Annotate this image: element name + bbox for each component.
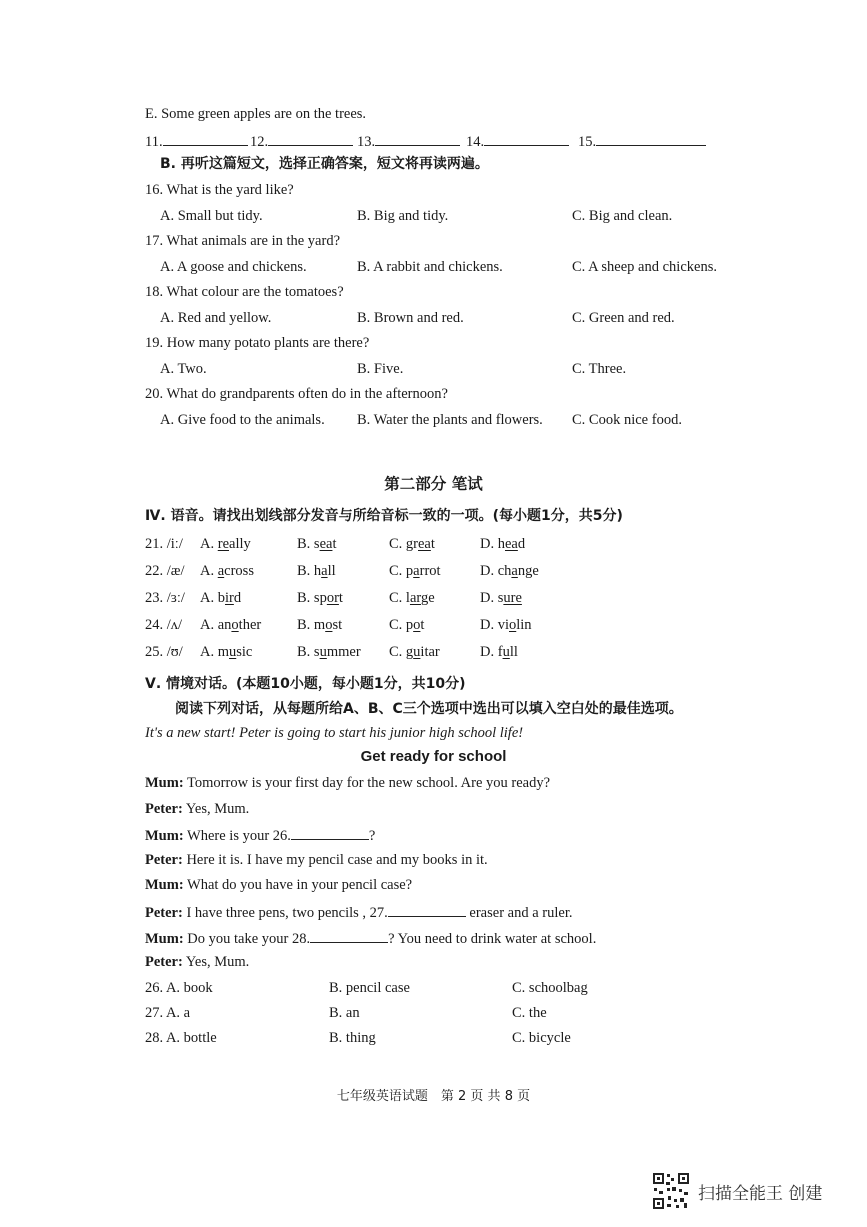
choice-option: 28. A. bottle	[145, 1030, 217, 1046]
part-two-title: 第二部分 笔试	[384, 475, 483, 493]
phonetic-symbol: 23. /ɜː/	[145, 590, 185, 606]
option-suffix: mmer	[326, 644, 361, 660]
question-text: 18. What colour are the tomatoes?	[145, 284, 344, 300]
underlined-sound: a	[413, 563, 420, 579]
underlined-sound: ea	[319, 536, 333, 552]
underlined-sound: o	[413, 617, 421, 633]
option-suffix: lin	[516, 617, 532, 633]
dialogue-text: Tomorrow is your first day for the new school. Are you ready?	[183, 775, 551, 791]
answer-option: A. A goose and chickens.	[160, 259, 307, 275]
dialogue-text: ?	[368, 828, 376, 845]
phonetic-option	[200, 535, 251, 553]
dialogue-line	[145, 851, 488, 869]
phonetic-symbol: 21. /iː/	[145, 536, 183, 552]
blank-line	[163, 131, 248, 146]
choice-option: 27. A. a	[145, 1005, 191, 1021]
answer-option: B. Big and tidy.	[357, 208, 449, 224]
phonetic-option	[480, 562, 539, 580]
underlined-sound: a	[321, 563, 328, 579]
option-suffix: d	[517, 536, 526, 552]
phonetic-option	[389, 535, 435, 553]
answer-option: B. Water the plants and flowers.	[357, 412, 543, 428]
phonetic-symbol: 25. /ʊ/	[145, 644, 183, 660]
answer-number: 15.	[578, 134, 597, 150]
question-text: 20. What do grandparents often do in the afternoon?	[145, 386, 448, 402]
part-b-instruction: B. 再听这篇短文，选择正确答案，短文将再读两遍。	[160, 156, 489, 172]
dialogue-line	[145, 902, 572, 922]
phonetic-option	[200, 562, 254, 580]
option-prefix: A. an	[200, 617, 232, 633]
answer-option: B. Five.	[357, 361, 404, 377]
phonetic-option	[297, 616, 342, 634]
phonetic-symbol: 22. /æ/	[145, 563, 185, 579]
blank-line	[268, 131, 353, 146]
answer-option: A. Red and yellow.	[160, 310, 272, 326]
underlined-sound: u	[319, 644, 327, 660]
option-prefix: D. f	[480, 644, 503, 660]
page-footer: 七年级英语试题 第 2 页 共 8 页	[336, 1089, 531, 1104]
option-suffix: ll	[327, 563, 336, 579]
blank-line	[375, 131, 460, 146]
option-prefix: C. gr	[389, 536, 418, 552]
option-suffix: t	[430, 536, 435, 552]
option-suffix: a	[229, 536, 236, 552]
underlined-sound: u	[413, 644, 421, 660]
underlined-sound: or	[326, 590, 339, 606]
answer-number: 13.	[357, 134, 376, 150]
option-suffix: sic	[236, 644, 253, 660]
answer-blank	[357, 131, 460, 151]
phonetic-option	[297, 643, 361, 661]
option-prefix: B. s	[297, 536, 320, 552]
speaker-label: Peter:	[145, 905, 183, 921]
question-text: 19. How many potato plants are there?	[145, 335, 370, 351]
phonetic-option	[389, 643, 440, 661]
option-prefix: D. ch	[480, 563, 512, 579]
phonetic-option	[480, 589, 522, 607]
choice-option: B. pencil case	[329, 980, 410, 996]
option-suffix: st	[332, 617, 343, 633]
dialogue-text: I have three pens, two pencils , 27.	[182, 905, 388, 921]
option-prefix: D. h	[480, 536, 505, 552]
option-prefix: A. b	[200, 590, 225, 606]
phonetic-option	[200, 643, 252, 661]
answer-option: C. Green and red.	[572, 310, 675, 326]
answer-blank	[466, 131, 569, 151]
option-prefix: C. g	[389, 644, 414, 660]
phonetic-option	[297, 535, 336, 553]
blank-line	[310, 928, 388, 943]
answer-option: C. Cook nice food.	[572, 412, 682, 428]
option-suffix: t	[332, 536, 337, 552]
underlined-sound: ar	[409, 590, 421, 606]
choice-option: B. thing	[329, 1030, 376, 1046]
option-suffix: lly	[235, 536, 251, 552]
dialogue-text: Here it is. I have my pencil case and my books in it.	[182, 851, 488, 868]
option-prefix: D. vi	[480, 617, 509, 633]
option-prefix: A.	[200, 563, 218, 579]
underlined-sound: ure	[503, 590, 522, 606]
speaker-label: Peter:	[145, 954, 183, 971]
phonetics-instruction: Ⅳ. 语音。请找出划线部分发音与所给音标一致的一项。(每小题1分，共5分)	[145, 508, 623, 524]
answer-number: 12.	[250, 134, 269, 150]
dialogue-text: Where is your 26.	[183, 828, 291, 845]
scanner-watermark	[652, 1172, 822, 1210]
answer-option: A. Small but tidy.	[160, 208, 263, 224]
option-suffix: ll	[509, 644, 518, 660]
answer-option: C. Three.	[572, 361, 627, 377]
option-suffix: t	[338, 590, 343, 606]
phonetic-option	[200, 589, 241, 607]
dialogue-text: What do you have in your pencil case?	[183, 877, 413, 894]
option-suffix: ge	[420, 590, 435, 606]
phonetic-option	[480, 535, 525, 553]
phonetic-option	[389, 589, 435, 607]
dialogue-intro: It's a new start! Peter is going to start his junior high school life!	[145, 725, 524, 741]
listening-item-e: E. Some green apples are on the trees.	[145, 106, 367, 122]
option-suffix: ther	[238, 617, 262, 633]
dialogue-line	[145, 928, 596, 948]
option-suffix: cross	[224, 563, 254, 579]
phonetic-option	[297, 562, 336, 580]
underlined-sound: ir	[224, 590, 234, 606]
question-text: 17. What animals are in the yard?	[145, 233, 341, 249]
dialogue-text: Yes, Mum.	[182, 954, 250, 971]
answer-option: C. A sheep and chickens.	[572, 259, 717, 275]
phonetic-option	[480, 616, 532, 634]
blank-line	[484, 131, 569, 146]
choice-option: 26. A. book	[145, 980, 213, 996]
underlined-sound: u	[502, 644, 510, 660]
answer-option: B. Brown and red.	[357, 310, 464, 326]
speaker-label: Peter:	[145, 800, 183, 817]
answer-option: A. Two.	[160, 361, 207, 377]
answer-number: 14.	[466, 134, 485, 150]
speaker-label: Peter:	[145, 851, 183, 868]
answer-blank	[578, 131, 706, 151]
question-text: 16. What is the yard like?	[145, 182, 294, 198]
dialogue-line	[145, 774, 550, 792]
option-prefix: B. sp	[297, 590, 327, 606]
dialogue-line	[145, 825, 375, 845]
underlined-sound: ea	[504, 536, 518, 552]
underlined-sound: a	[511, 563, 518, 579]
underlined-sound: o	[231, 617, 239, 633]
speaker-label: Mum:	[145, 828, 184, 845]
underlined-sound: o	[325, 617, 333, 633]
option-prefix: D. s	[480, 590, 504, 606]
phonetic-option	[200, 616, 261, 634]
phonetic-option	[389, 562, 441, 580]
option-prefix: A.	[200, 536, 218, 552]
underlined-sound: u	[229, 644, 237, 660]
choice-option: B. an	[329, 1005, 360, 1021]
option-prefix: B. h	[297, 563, 322, 579]
dialogue-line	[145, 953, 249, 971]
answer-option: A. Give food to the animals.	[160, 412, 325, 428]
dialogue-line	[145, 800, 249, 818]
blank-line	[388, 902, 466, 917]
underlined-sound: re	[217, 536, 229, 552]
qr-code-icon	[652, 1172, 690, 1210]
phonetic-symbol: 24. /ʌ/	[145, 617, 183, 633]
option-suffix: nge	[517, 563, 539, 579]
answer-option: B. A rabbit and chickens.	[357, 259, 503, 275]
dialogue-line	[145, 876, 412, 894]
option-prefix: C. p	[389, 617, 414, 633]
option-prefix: C. p	[389, 563, 414, 579]
dialogue-sub-instruction: 阅读下列对话，从每题所给A、B、C三个选项中选出可以填入空白处的最佳选项。	[175, 701, 683, 717]
option-prefix: A. m	[200, 644, 229, 660]
option-suffix: itar	[420, 644, 440, 660]
choice-option: C. the	[512, 1005, 547, 1021]
phonetic-option	[480, 643, 518, 661]
dialogue-text: eraser and a ruler.	[465, 905, 573, 921]
blank-line	[291, 825, 369, 840]
speaker-label: Mum:	[145, 775, 184, 791]
answer-number: 11.	[145, 134, 163, 150]
option-prefix: B. m	[297, 617, 326, 633]
option-prefix: B. s	[297, 644, 320, 660]
watermark-text: 扫描全能王 创建	[698, 1183, 823, 1204]
underlined-sound: a	[217, 563, 225, 579]
blank-line	[596, 131, 706, 146]
dialogue-title: Get ready for school	[360, 748, 507, 765]
speaker-label: Mum:	[145, 877, 184, 894]
dialogue-text: Do you take your 28.	[183, 930, 311, 947]
underlined-sound: ea	[418, 536, 431, 552]
option-prefix: C. l	[389, 590, 410, 606]
phonetic-option	[297, 589, 343, 607]
underlined-sound: o	[509, 617, 517, 633]
option-suffix: d	[233, 590, 242, 606]
dialogue-text: Yes, Mum.	[182, 800, 250, 817]
choice-option: C. schoolbag	[512, 980, 588, 996]
option-suffix: t	[420, 617, 425, 633]
phonetic-option	[389, 616, 424, 634]
option-suffix: rrot	[419, 563, 441, 579]
answer-blank	[250, 131, 353, 151]
answer-option: C. Big and clean.	[572, 208, 673, 224]
choice-option: C. bicycle	[512, 1030, 571, 1046]
dialogue-text: ? You need to drink water at school.	[388, 930, 597, 947]
dialogue-instruction: Ⅴ. 情境对话。(本题10小题，每小题1分，共10分)	[145, 676, 466, 692]
answer-blank	[145, 131, 248, 151]
speaker-label: Mum:	[145, 930, 184, 947]
